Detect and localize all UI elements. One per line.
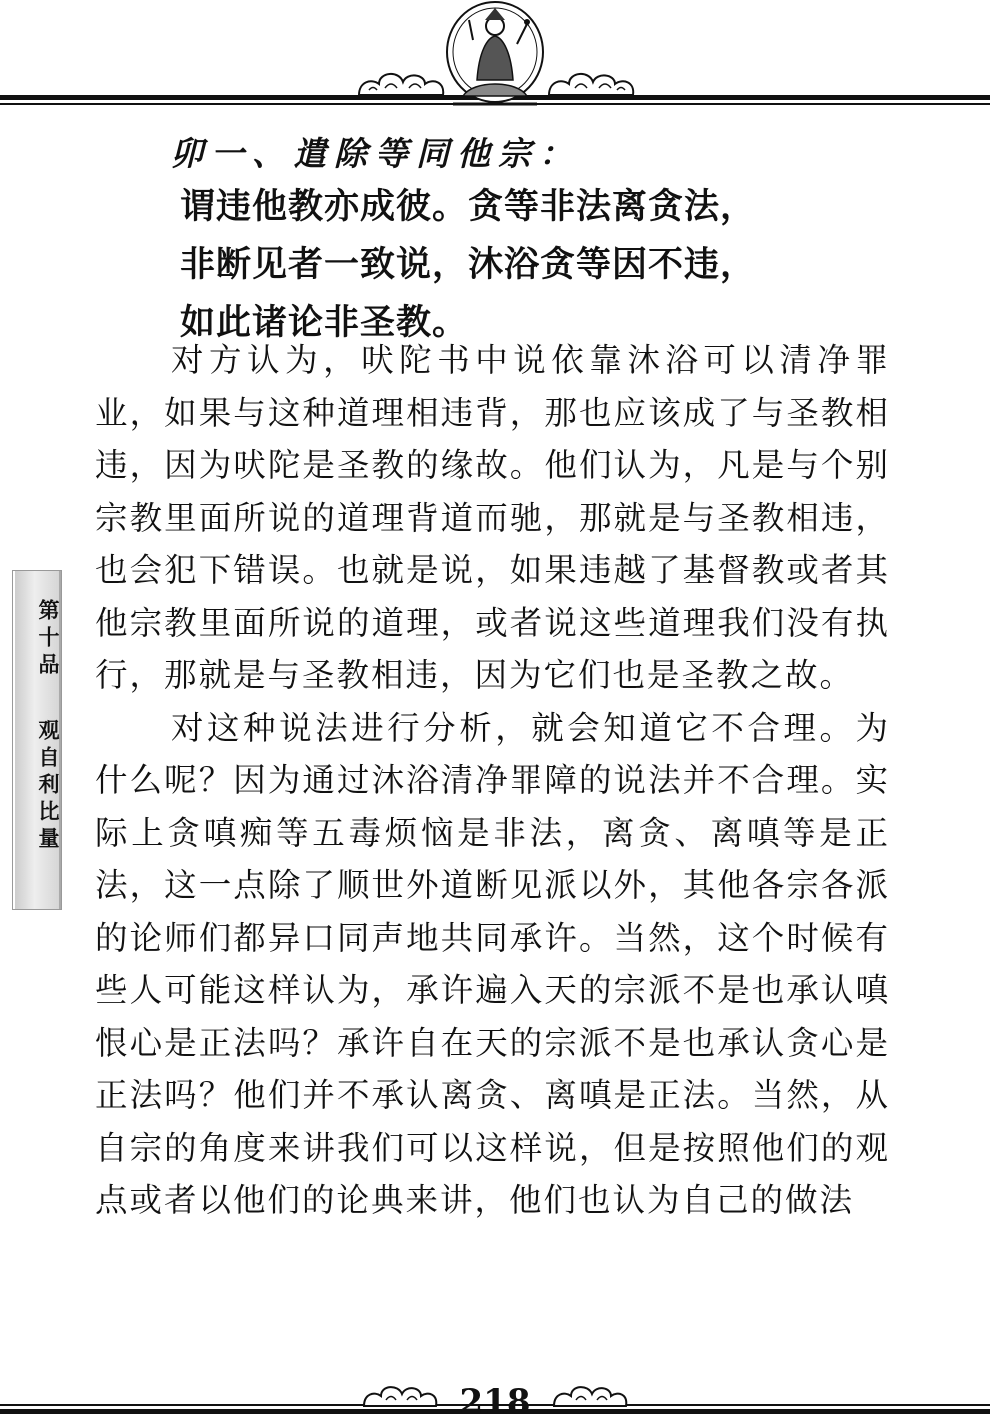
commentary-body (95, 334, 890, 1227)
cloud-ornament-icon (545, 68, 637, 98)
page-number: 218 (459, 1382, 531, 1422)
verse-line: 谓违他教亦成彼。贪等非法离贪法， (180, 187, 757, 227)
verse-line: 非断见者一致说，沐浴贪等因不违， (180, 245, 757, 285)
paragraph: 对这种说法进行分析，就会知道它不合理。为什么呢？因为通过沐浴清净罪障的说法并不合理。实际上贪嗔痴等五毒烦恼是非法，离贪、离嗔等是正法，这一点除了顺世外道断见派以外，其他各宗各派的论师们都异口同声地共同承许。当然，这个时候有些人可能这样认为，承许遍入天的宗派不是也承认嗔恨心是正法吗？承许自在天的宗派不是也承认贪心是正法吗？他们并不承认离贪、离嗔是正法。当然，从自宗的角度来讲我们可以这样说，但是按照他们的观点或者以他们的论典来讲，他们也认为自己的做法 (95, 708, 890, 1219)
verse-line: 如此诸论非圣教。 (180, 303, 469, 343)
chapter-title-label: 观自利比量 (36, 719, 60, 854)
paragraph: 对方认为，吠陀书中说依靠沐浴可以清净罪业，如果与这种道理相违背，那也应该成了与圣教相违，因为吠陀是圣教的缘故。他们认为，凡是与个别宗教里面所说的道理背道而驰，那就是与圣教相违，也会犯下错误。也就是说，如果违越了基督教或者其他宗教里面所说的道理，或者说这些道理我们没有执行，那就是与圣教相违，因为它们也是圣教之故。 (95, 341, 890, 694)
deity-figure-icon (443, 0, 547, 110)
chapter-side-tab (12, 570, 62, 910)
section-heading: 卯一、遣除等同他宗： (170, 134, 580, 173)
chapter-number-label: 第十品 (36, 599, 60, 680)
cloud-ornament-icon (355, 68, 447, 98)
root-verse (180, 178, 756, 352)
